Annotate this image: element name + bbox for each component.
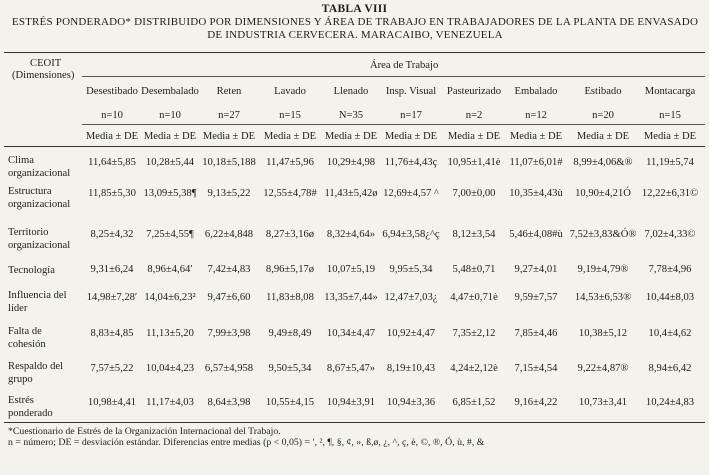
- table-cell: 6,85±1,52: [452, 397, 496, 408]
- table-cell: 10,07±5,19: [326, 264, 376, 275]
- table-cell: 6,57±4,958: [204, 363, 254, 374]
- table-caption: [10, 16, 700, 42]
- stat-header: Media ± DE: [509, 131, 563, 142]
- column-header: Lavado: [274, 86, 306, 97]
- table-cell: 10,90±4,21Ó: [575, 188, 631, 199]
- row-label-line: Influencia del: [8, 290, 67, 301]
- column-header: Montacarga: [644, 86, 696, 97]
- table-cell: 8,83±4,85: [90, 328, 134, 339]
- table-title: TABLA VIII: [321, 3, 388, 15]
- header-bottom-rule: [4, 146, 705, 147]
- table-cell: 10,18±5,188: [202, 157, 256, 168]
- row-label-line: Estrés: [8, 395, 34, 406]
- table-cell: 10,04±4,23: [145, 363, 195, 374]
- table-cell: 10,94±3,91: [326, 397, 376, 408]
- stat-header: Media ± DE: [643, 131, 697, 142]
- table-cell: 14,98±7,28ʹ: [86, 292, 138, 303]
- table-cell: 6,22±4,848: [204, 229, 254, 240]
- table-cell: 10,73±3,41: [578, 397, 628, 408]
- row-label-line: Respaldo del: [8, 361, 64, 372]
- area-header: Área de Trabajo: [370, 60, 439, 71]
- sample-size: n=10: [101, 110, 123, 121]
- table-cell: 9,95±5,34: [389, 264, 433, 275]
- table-cell: 5,48±0,71: [452, 264, 496, 275]
- dimension-header-line1: CEOIT: [30, 58, 62, 69]
- table-cell: 10,24±4,83: [645, 397, 695, 408]
- table-cell: 11,13±5,20: [146, 328, 194, 339]
- footnote-legend: n = número; DE = desviación estándar. Diferencias entre medias (p < 0,05) = ʹ, ², ¶, §, ¢, », ß,ø, ¿, ^, ç, è, ©, ®, Ó, ù, #, &: [8, 437, 485, 448]
- table-cell: 9,59±7,57: [514, 292, 558, 303]
- sample-size: n=12: [525, 110, 547, 121]
- table-cell: 8,25±4,32: [90, 229, 134, 240]
- table-cell: 7,15±4,54: [514, 363, 558, 374]
- table-cell: 10,94±3,36: [386, 397, 436, 408]
- table-cell: 10,29±4,98: [326, 157, 376, 168]
- table-cell: 12,55±4,78#: [263, 188, 317, 199]
- table-cell: 7,57±5,22: [90, 363, 134, 374]
- table-cell: 7,42±4,83: [207, 264, 251, 275]
- table-cell: 10,28±5,44: [145, 157, 195, 168]
- sample-size: n=27: [218, 110, 240, 121]
- table-cell: 10,44±8,03: [645, 292, 695, 303]
- row-label-line: organizacional: [8, 199, 71, 210]
- row-label-line: líder: [8, 303, 28, 314]
- table-cell: 8,67±5,47»: [326, 363, 376, 374]
- footnote-source: *Cuestionario de Estrés de la Organización Internacional del Trabajo.: [8, 426, 281, 437]
- table-cell: 14,53±6,53®: [574, 292, 632, 303]
- table-cell: 10,95±1,41è: [447, 157, 501, 168]
- column-header: Reten: [216, 86, 242, 97]
- table-cell: 8,19±10,43: [386, 363, 436, 374]
- caption-line-1: ESTRÉS PONDERADO* DISTRIBUIDO POR DIMENSIONES Y ÁREA DE TRABAJO EN TRABAJADORES DE LA PLANTA DE ENVASADO: [11, 16, 699, 28]
- table-cell: 13,09±5,38¶: [143, 188, 197, 199]
- table-cell: 10,34±4,47: [326, 328, 376, 339]
- sample-size: N=35: [338, 110, 364, 121]
- table-cell: 10,92±4,47: [386, 328, 436, 339]
- table-cell: 9,13±5,22: [207, 188, 251, 199]
- column-header: Insp. Visual: [385, 86, 437, 97]
- table-cell: 8,96±4,64ʹ: [147, 264, 193, 275]
- stat-header: Media ± DE: [202, 131, 256, 142]
- table-cell: 7,02±4,33©: [644, 229, 696, 240]
- bottom-rule: [4, 422, 705, 423]
- sample-size: n=17: [400, 110, 422, 121]
- row-label-line: Clima: [8, 155, 34, 166]
- stat-header: Media ± DE: [384, 131, 438, 142]
- table-cell: 11,83±8,08: [266, 292, 314, 303]
- table-cell: 9,49±8,49: [268, 328, 312, 339]
- stat-header: Media ± DE: [263, 131, 317, 142]
- row-label-line: Falta de: [8, 326, 42, 337]
- table-cell: 9,22±4,87®: [577, 363, 629, 374]
- table-cell: 10,4±4,62: [648, 328, 692, 339]
- table-cell: 7,52±3,83&Ó®: [569, 229, 637, 240]
- table-cell: 11,85±5,30: [88, 188, 136, 199]
- table-cell: 10,38±5,12: [578, 328, 628, 339]
- table-cell: 11,07±6,01#: [509, 157, 563, 168]
- dimension-header-line2: (Dimensiones): [12, 70, 75, 81]
- stat-header: Media ± DE: [576, 131, 630, 142]
- table-cell: 9,50±5,34: [268, 363, 312, 374]
- table-cell: 10,35±4,43ù: [509, 188, 563, 199]
- table-cell: 8,32±4,64»: [326, 229, 376, 240]
- area-rule: [82, 76, 705, 77]
- table-cell: 8,27±3,16ø: [265, 229, 315, 240]
- sample-size: n=10: [159, 110, 181, 121]
- table-cell: 7,78±4,96: [648, 264, 692, 275]
- column-header: Pasteurizado: [446, 86, 502, 97]
- table-cell: 12,69±4,57 ^: [383, 188, 439, 199]
- table-cell: 6,94±3,58¿^ç: [382, 229, 440, 240]
- table-cell: 11,64±5,85: [88, 157, 136, 168]
- table-cell: 7,00±0,00: [452, 188, 496, 199]
- table-cell: 11,17±4,03: [146, 397, 194, 408]
- table-cell: 7,25±4,55¶: [146, 229, 194, 240]
- caption-line-2: DE INDUSTRIA CERVECERA. MARACAIBO, VENEZUELA: [207, 29, 503, 41]
- table-cell: 9,19±4,79®: [577, 264, 629, 275]
- table-cell: 9,16±4,22: [514, 397, 558, 408]
- table-cell: 7,85±4,46: [514, 328, 558, 339]
- row-label-line: Estructura: [8, 186, 52, 197]
- sample-size: n=20: [592, 110, 614, 121]
- table-cell: 10,55±4,15: [265, 397, 315, 408]
- row-label-line: Territorio: [8, 227, 49, 238]
- row-label-line: Tecnología: [8, 265, 55, 276]
- stat-header: Media ± DE: [143, 131, 197, 142]
- stat-header: Media ± DE: [324, 131, 378, 142]
- table-cell: 11,47±5,96: [266, 157, 314, 168]
- table-cell: 9,31±6,24: [90, 264, 134, 275]
- table-cell: 13,35±7,44»: [324, 292, 378, 303]
- n-rule: [82, 124, 705, 125]
- stat-header: Media ± DE: [447, 131, 501, 142]
- table-cell: 10,98±4,41: [87, 397, 137, 408]
- table-cell: 8,96±5,17ø: [265, 264, 315, 275]
- table-cell: 11,43±5,42ø: [324, 188, 378, 199]
- table-cell: 4,24±2,12è: [450, 363, 498, 374]
- table-cell: 8,94±6,42: [648, 363, 692, 374]
- stat-header: Media ± DE: [85, 131, 139, 142]
- row-label-line: cohesión: [8, 339, 46, 350]
- sample-size: n=2: [465, 110, 483, 121]
- table-cell: 5,46±4,08#ù: [509, 229, 563, 240]
- column-header: Estibado: [584, 86, 622, 97]
- sample-size: n=15: [279, 110, 301, 121]
- table-cell: 12,47±7,03¿: [384, 292, 438, 303]
- table-cell: 8,12±3,54: [452, 229, 496, 240]
- column-header: Llenado: [333, 86, 369, 97]
- top-rule: [4, 52, 705, 53]
- table-cell: 7,99±3,98: [207, 328, 251, 339]
- sample-size: n=15: [659, 110, 681, 121]
- table-cell: 8,99±4,06&®: [573, 157, 633, 168]
- table-cell: 11,19±5,74: [646, 157, 694, 168]
- row-label-line: ponderado: [8, 408, 53, 419]
- row-label-line: grupo: [8, 374, 33, 385]
- table-cell: 8,64±3,98: [207, 397, 251, 408]
- row-label-line: organizacional: [8, 168, 71, 179]
- table-cell: 7,35±2,12: [452, 328, 496, 339]
- column-header: Desestibado: [86, 86, 138, 97]
- table-cell: 11,76±4,43ç: [384, 157, 438, 168]
- table-cell: 9,47±6,60: [207, 292, 251, 303]
- table-cell: 14,04±6,23²: [144, 292, 196, 303]
- row-label-line: organizacional: [8, 240, 71, 251]
- table-cell: 9,27±4,01: [514, 264, 558, 275]
- table-cell: 12,22±6,31©: [641, 188, 699, 199]
- column-header: Embalado: [514, 86, 558, 97]
- column-header: Desembalado: [141, 86, 199, 97]
- table-cell: 4,47±0,71è: [450, 292, 498, 303]
